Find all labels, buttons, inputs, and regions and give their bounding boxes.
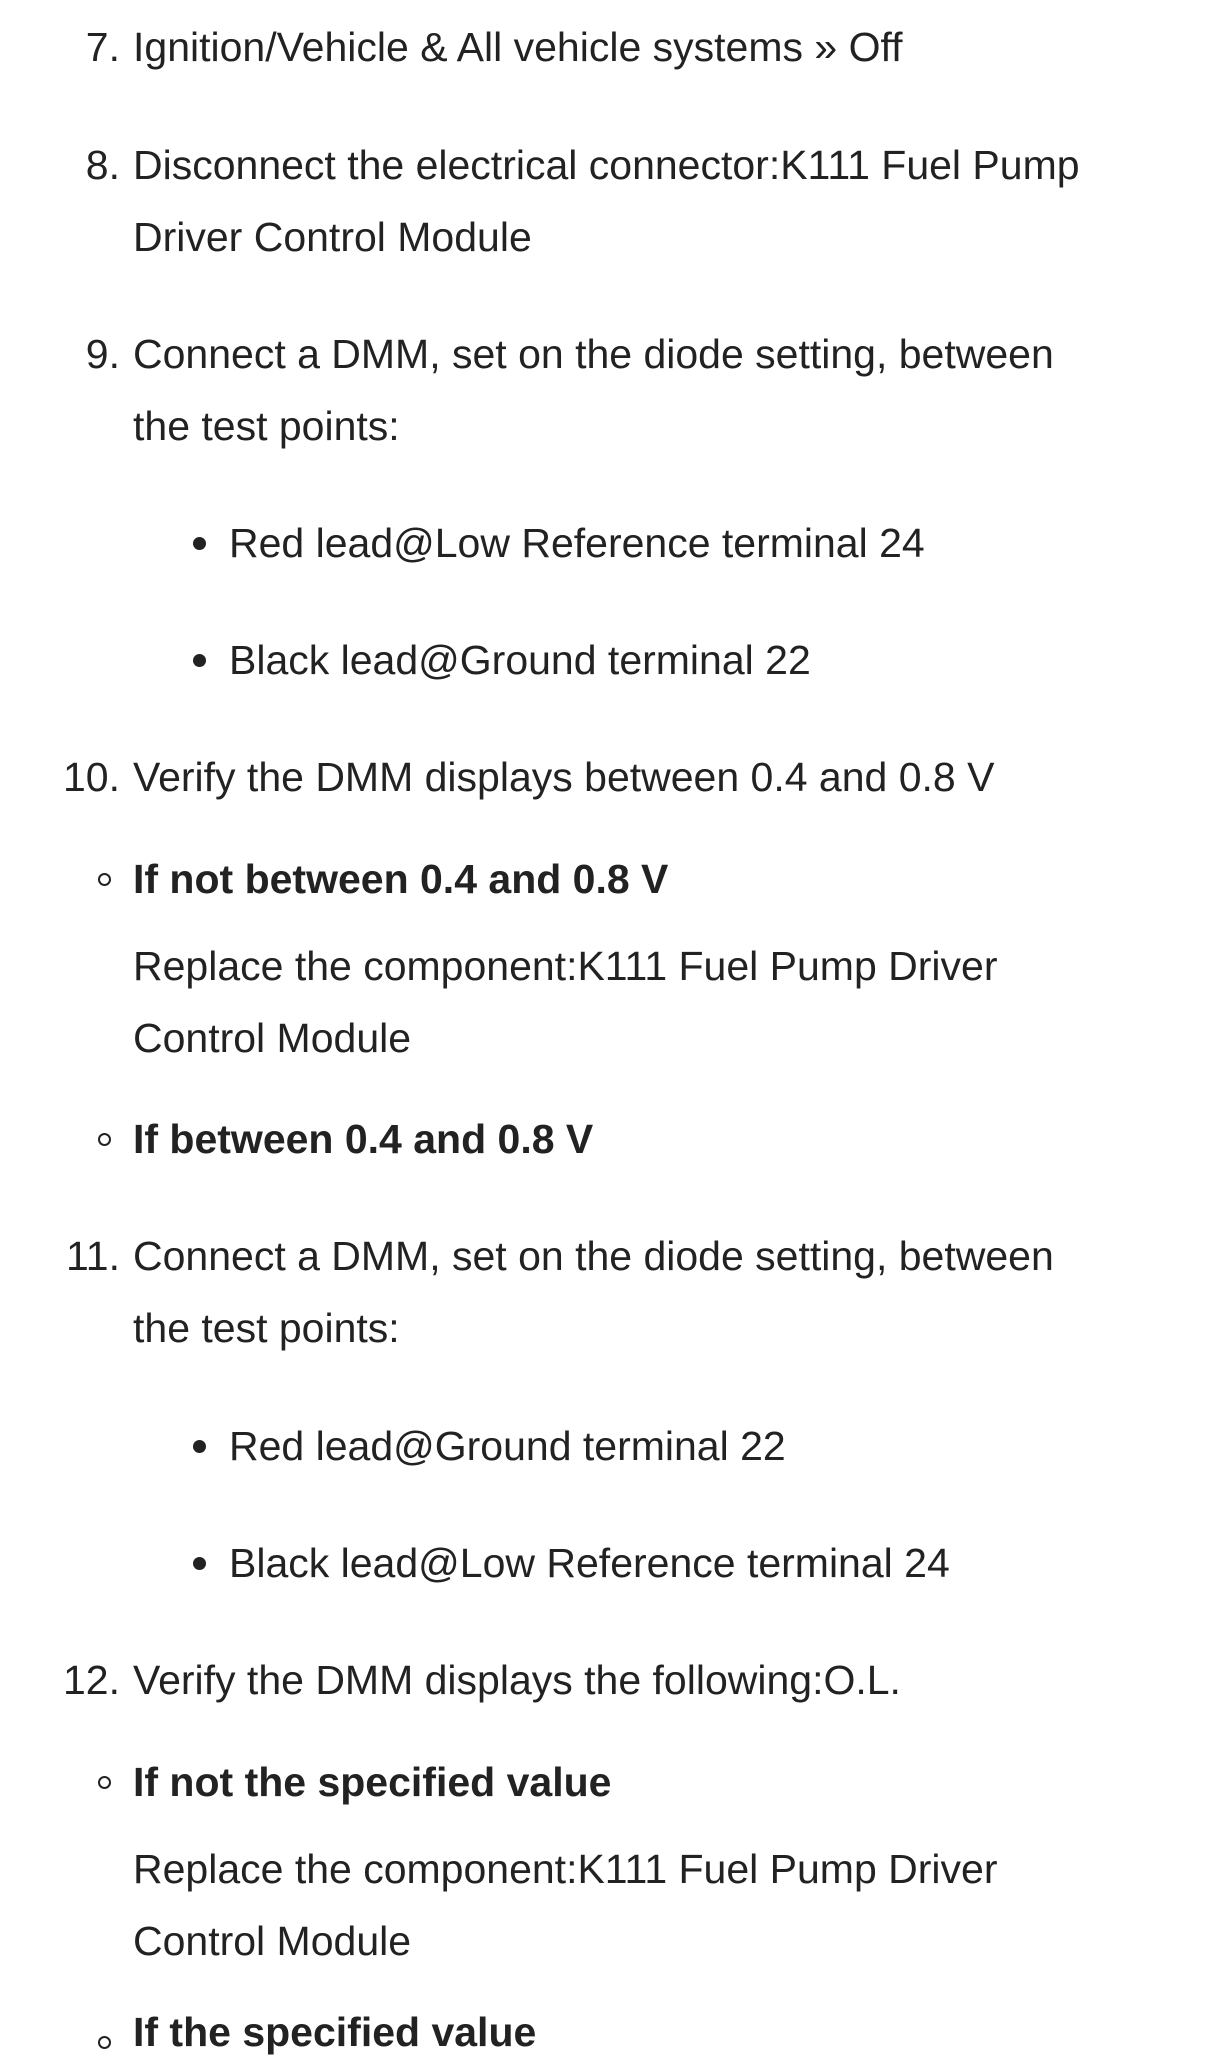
step-12-number: 12.	[63, 1657, 120, 1703]
step-10-condition-1-action-line2: Control Module	[133, 1015, 412, 1061]
bullet-icon	[193, 1440, 206, 1453]
step-9-bullet-2: Black lead@Ground terminal 22	[229, 637, 811, 683]
circle-bullet-icon	[98, 1133, 111, 1146]
bullet-icon	[193, 1557, 206, 1570]
step-11-number: 11.	[66, 1233, 120, 1279]
step-11-text-line2: the test points:	[133, 1305, 400, 1351]
step-12-condition-1-action-line2: Control Module	[133, 1918, 412, 1964]
step-12-text: Verify the DMM displays the following:O.L.	[133, 1657, 901, 1703]
step-8-number: 8.	[85, 142, 120, 188]
step-11-text-line1: Connect a DMM, set on the diode setting, between	[133, 1233, 1054, 1279]
step-12-condition-1-label: If not the specified value	[133, 1759, 612, 1805]
step-9-text-line2: the test points:	[133, 403, 400, 449]
step-12-condition-2-label: If the specified value	[133, 2009, 537, 2055]
step-10-condition-1-label: If not between 0.4 and 0.8 V	[133, 856, 669, 902]
step-10-text: Verify the DMM displays between 0.4 and 0.8 V	[133, 754, 995, 800]
step-7-number: 7.	[85, 24, 120, 70]
step-10-number: 10.	[63, 754, 120, 800]
step-10-condition-1-action-line1: Replace the component:K111 Fuel Pump Driver	[133, 943, 998, 989]
step-10-condition-2-label: If between 0.4 and 0.8 V	[133, 1116, 594, 1162]
bullet-icon	[193, 537, 206, 550]
circle-bullet-icon	[98, 2036, 111, 2049]
step-8-text-line1: Disconnect the electrical connector:K111 Fuel Pump	[133, 142, 1080, 188]
step-7-text: Ignition/Vehicle & All vehicle systems » Off	[133, 24, 903, 70]
step-9-bullet-1: Red lead@Low Reference terminal 24	[229, 520, 925, 566]
step-11-bullet-1: Red lead@Ground terminal 22	[229, 1423, 786, 1469]
step-8-text-line2: Driver Control Module	[133, 214, 532, 260]
step-9-text-line1: Connect a DMM, set on the diode setting, between	[133, 331, 1054, 377]
step-11-bullet-2: Black lead@Low Reference terminal 24	[229, 1540, 950, 1586]
circle-bullet-icon	[98, 873, 111, 886]
step-12-condition-1-action-line1: Replace the component:K111 Fuel Pump Driver	[133, 1846, 998, 1892]
step-9-number: 9.	[85, 331, 120, 377]
bullet-icon	[193, 654, 206, 667]
circle-bullet-icon	[98, 1776, 111, 1789]
